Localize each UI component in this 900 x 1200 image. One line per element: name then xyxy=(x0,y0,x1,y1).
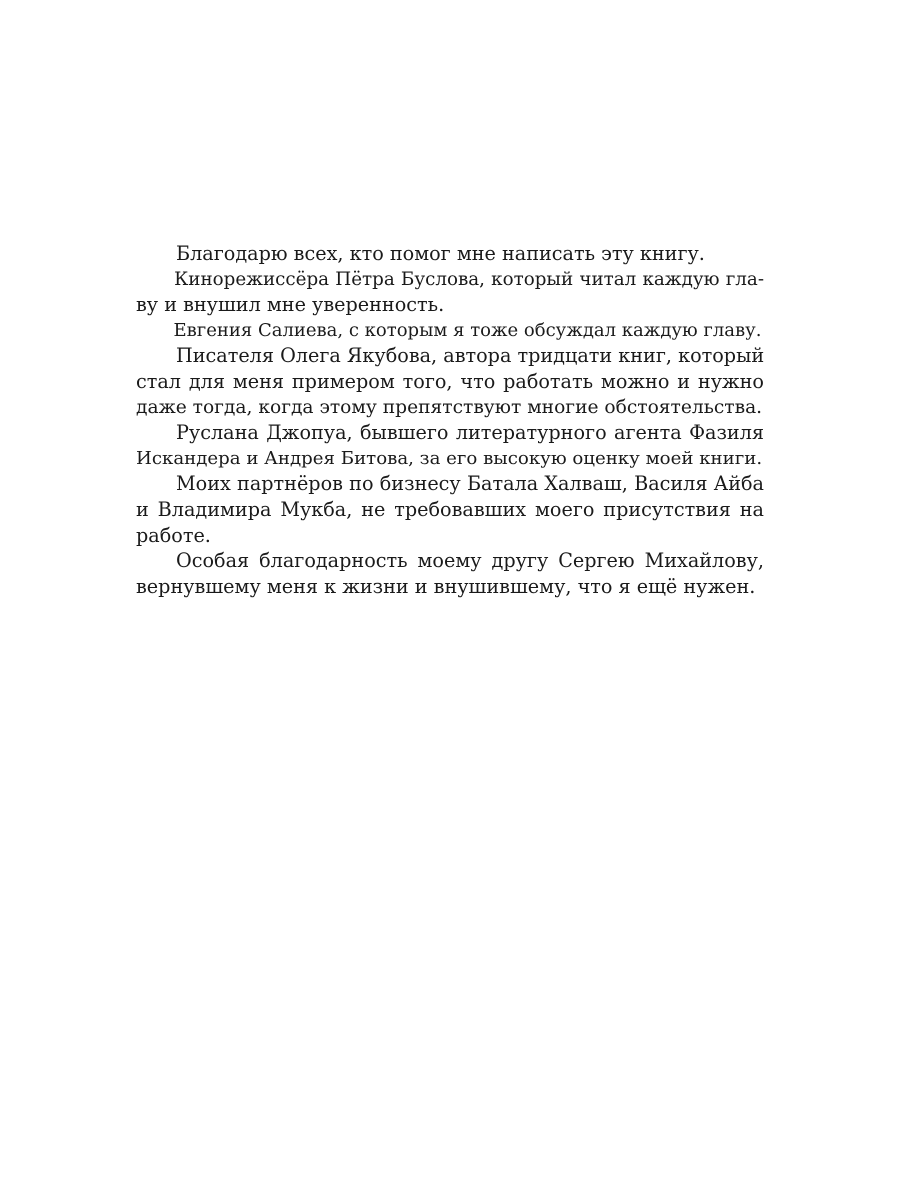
paragraph-line: стал для меня примером того, что работать можно и нужно xyxy=(136,369,764,393)
paragraph-line: и Владимира Мукба, не требовавших моего присутствия на xyxy=(136,497,764,521)
paragraph-line: Писателя Олега Якубова, автора тридцати книг, который xyxy=(176,344,765,368)
paragraph-line: Кинорежиссёра Пётра Буслова, который читал каждую гла- xyxy=(174,268,764,290)
paragraph-line: работе. xyxy=(136,523,211,547)
acknowledgements-text xyxy=(136,241,764,599)
paragraph-line: Евгения Салиева, с которым я тоже обсуждал каждую главу. xyxy=(173,319,762,341)
paragraph-line: Моих партнёров по бизнесу Батала Халваш, Василя Айба xyxy=(176,472,764,496)
paragraph-line: ву и внушил мне уверенность. xyxy=(136,293,445,317)
paragraph-line: даже тогда, когда этому препятствуют многие обстоятельства. xyxy=(136,396,763,418)
paragraph-line: вернувшему меня к жизни и внушившему, что я ещё нужен. xyxy=(136,574,756,598)
paragraph-line: Благодарю всех, кто помог мне написать эту книгу. xyxy=(176,242,705,265)
paragraph-line: Искандера и Андрея Битова, за его высокую оценку моей книги. xyxy=(136,447,763,469)
paragraph-line: Особая благодарность моему другу Сергею Михайлову, xyxy=(176,549,764,573)
paragraph-line: Руслана Джопуа, бывшего литературного агента Фазиля xyxy=(176,421,764,445)
